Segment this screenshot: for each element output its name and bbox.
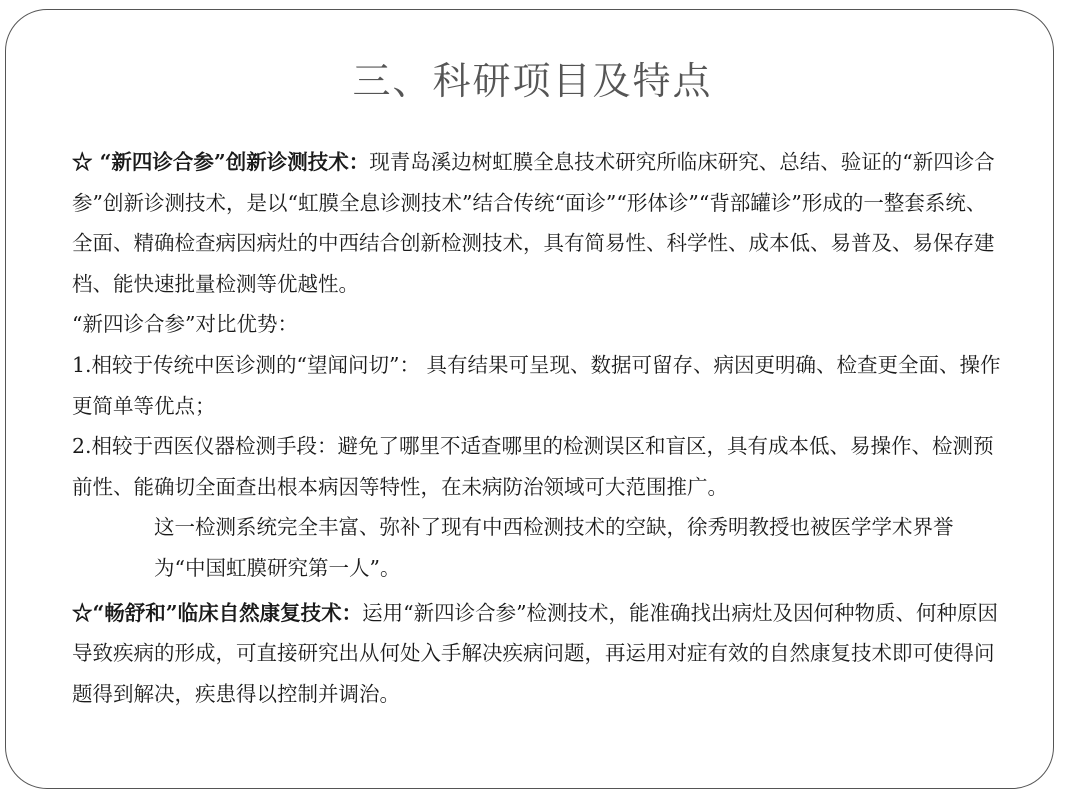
comparison-item-2: 2.相较于西医仪器检测手段：避免了哪里不适查哪里的检测误区和盲区，具有成本低、易操作、检测预前性、能确切全面查出根本病因等特性，在未病防治领域可大范围推广。 (72, 434, 994, 499)
comparison-heading: “新四诊合参”对比优势： (72, 312, 298, 337)
section1-paragraph (72, 142, 1002, 304)
section1-heading: ☆ “新四诊合参”创新诊测技术： (72, 150, 370, 174)
comparison-summary: 这一检测系统完全丰富、弥补了现有中西检测技术的空缺，徐秀明教授也被医学学术界誉为“中国虹膜研究第一人”。 (154, 515, 954, 580)
section2-heading: ☆“畅舒和”临床自然康复技术： (72, 600, 363, 625)
comparison-item-1: 1.相较于传统中医诊测的“望闻问切”： 具有结果可呈现、数据可留存、病因更明确、检查更全面、操作更简单等优点； (72, 352, 1001, 418)
section2-text: 运用“新四诊合参”检测技术，能准确找出病灶及因何种物质、何种原因导致疾病的形成，可直接研究出从何处入手解决疾病问题，再运用对症有效的自然康复技术即可使得问题得到解决，疾患得以控制并调治。 (72, 600, 999, 706)
section2-paragraph (72, 593, 1002, 715)
page-title: 三、科研项目及特点 (352, 59, 713, 103)
slide-content (72, 142, 1002, 714)
section1-text: 现青岛溪边树虹膜全息技术研究所临床研究、总结、验证的“新四诊合参”创新诊测技术，是以“虹膜全息诊测技术”结合传统“面诊”“形体诊”“背部罐诊”形成的一整套系统、全面、精确检查病因病灶的中西结合创新检测技术，具有简易性、科学性、成本低、易普及、易保存建档、能快速批量检测等优越性。 (72, 150, 995, 296)
